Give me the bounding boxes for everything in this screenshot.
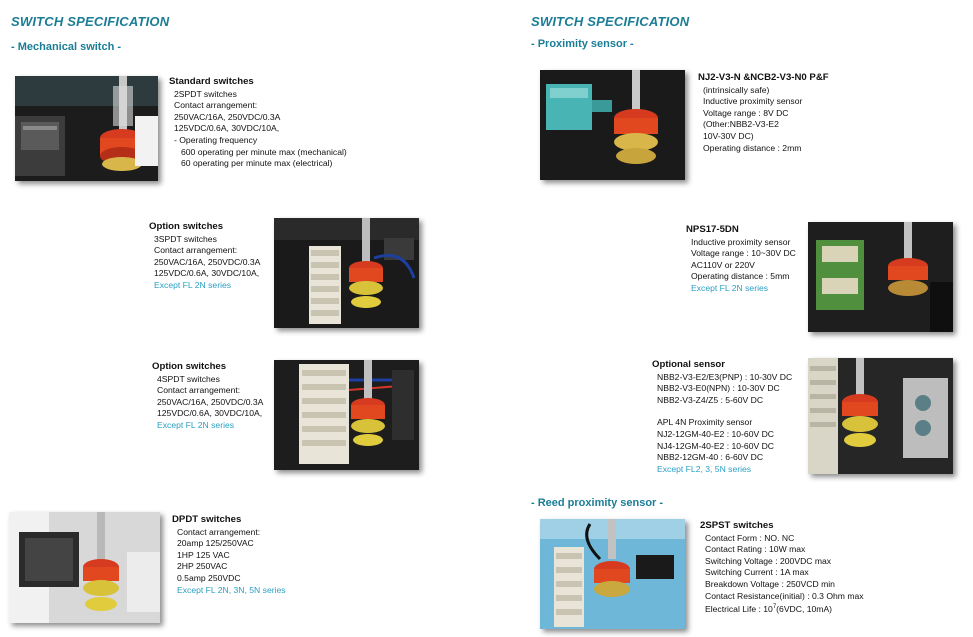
spec-line: NBB2-V3-E0(NPN) : 10-30V DC <box>657 383 780 394</box>
spec-line: (intrinsically safe) <box>703 84 770 95</box>
spec-line: NJ4-12GM-40-E2 : 10-60V DC <box>657 440 775 451</box>
spec-line: Switching Current : 1A max <box>705 567 809 578</box>
spec-line: Switching Voltage : 200VDC max <box>705 555 832 566</box>
4spdt-switch-photo <box>274 360 419 470</box>
spec-line: 125VDC/0.6A, 30VDC/10A, <box>154 268 260 279</box>
spec-line: Inductive proximity sensor <box>703 96 803 107</box>
spec-line: Breakdown Voltage : 250VCD min <box>705 578 835 589</box>
spec-line: 1HP 125 VAC <box>177 549 230 560</box>
option-switches-4spdt-spec <box>152 361 263 432</box>
exception-note: Except FL2, 3, 5N series <box>657 463 752 474</box>
spec-title: DPDT switches <box>172 514 242 525</box>
nps17-sensor-spec <box>686 224 796 295</box>
right-heading: SWITCH SPECIFICATION <box>531 14 690 29</box>
spec-title: Optional sensor <box>652 359 726 370</box>
spec-line: 3SPDT switches <box>154 233 217 244</box>
electrical-life-suffix: (6VDC, 10mA) <box>776 604 833 615</box>
spec-line: Operating distance : 2mm <box>703 142 802 153</box>
spec-line: 20amp 125/250VAC <box>177 538 254 549</box>
3spdt-switch-photo <box>274 218 419 328</box>
spec-title: Option switches <box>149 221 224 232</box>
dpdt-switches-spec <box>172 514 286 596</box>
nj2-sensor-spec <box>698 72 829 154</box>
dpdt-switch-photo <box>9 512 160 623</box>
spec-line: 250VAC/16A, 250VDC/0.3A <box>154 256 261 267</box>
exception-note: Except FL 2N, 3N, 5N series <box>177 584 286 595</box>
spec-line: 125VDC/0.6A, 30VDC/10A, <box>174 123 280 134</box>
spec-line: APL 4N Proximity sensor <box>657 417 753 428</box>
spec-line: NBB2-V3-Z4/Z5 : 5-60V DC <box>657 394 764 405</box>
spec-line: 2SPDT switches <box>174 88 237 99</box>
left-heading: SWITCH SPECIFICATION <box>11 14 170 29</box>
spec-line: 250VAC/16A, 250VDC/0.3A <box>174 111 281 122</box>
spec-line: Contact Form : NO. NC <box>705 532 795 543</box>
spec-line: Contact arrangement: <box>174 100 258 111</box>
exception-note: Except FL 2N series <box>154 279 232 290</box>
reed-2spst-spec <box>700 520 864 616</box>
spec-line: NJ2-12GM-40-E2 : 10-60V DC <box>657 428 775 439</box>
reed-sensor-photo <box>540 519 685 629</box>
spec-line: AC110V or 220V <box>691 259 755 270</box>
spec-line: 10V-30V DC) <box>703 130 754 141</box>
optional-sensor-spec <box>652 359 792 475</box>
spec-title: NJ2-V3-N &NCB2-V3-N0 P&F <box>698 72 829 83</box>
spec-line: NBB2-12GM-40 : 6-60V DC <box>657 452 764 463</box>
spec-line: - Operating frequency <box>174 134 258 145</box>
spec-title: 2SPST switches <box>700 520 774 531</box>
spec-line: Operating distance : 5mm <box>691 271 790 282</box>
spec-line: 125VDC/0.6A, 30VDC/10A, <box>157 408 263 419</box>
spec-line: 60 operating per minute max (electrical) <box>181 158 333 169</box>
spec-line: Inductive proximity sensor <box>691 236 791 247</box>
spec-line: Contact arrangement: <box>157 385 241 396</box>
optional-sensor-photo <box>808 358 953 474</box>
reed-proximity-sensor-section-title: - Reed proximity sensor - <box>531 497 664 509</box>
spec-title: Option switches <box>152 361 227 372</box>
exception-note: Except FL 2N series <box>157 419 235 430</box>
proximity-sensor-section-title: - Proximity sensor - <box>531 38 634 50</box>
nj2-sensor-photo <box>540 70 685 180</box>
spec-line: Contact arrangement: <box>177 526 261 537</box>
spec-line: (Other:NBB2-V3-E2 <box>703 119 779 130</box>
electrical-life-line <box>700 602 864 615</box>
spec-line: 0.5amp 250VDC <box>177 572 241 583</box>
electrical-life-exponent: 7 <box>772 604 777 611</box>
spec-line: Voltage range : 10~30V DC <box>691 248 796 259</box>
spec-line: 4SPDT switches <box>157 373 220 384</box>
spec-line: Contact Resistance(initial) : 0.3 Ohm max <box>705 590 864 601</box>
spec-line: Contact Rating : 10W max <box>705 544 806 555</box>
spec-line: 250VAC/16A, 250VDC/0.3A <box>157 396 264 407</box>
spec-title: NPS17-5DN <box>686 224 739 235</box>
exception-note: Except FL 2N series <box>691 282 769 293</box>
electrical-life-prefix: Electrical Life : 10 <box>705 604 773 615</box>
option-switches-3spdt-spec <box>149 221 260 292</box>
standard-switches-spec <box>169 76 347 170</box>
spec-title: Standard switches <box>169 76 254 87</box>
standard-switch-photo <box>15 76 158 181</box>
spec-line: 600 operating per minute max (mechanical) <box>181 146 347 157</box>
spec-line: Contact arrangement: <box>154 245 238 256</box>
spec-line: NBB2-V3-E2/E3(PNP) : 10-30V DC <box>657 371 793 382</box>
nps17-sensor-photo <box>808 222 953 332</box>
spec-line: 2HP 250VAC <box>177 561 228 572</box>
spec-line: Voltage range : 8V DC <box>703 107 789 118</box>
mechanical-switch-section-title: - Mechanical switch - <box>11 41 122 53</box>
